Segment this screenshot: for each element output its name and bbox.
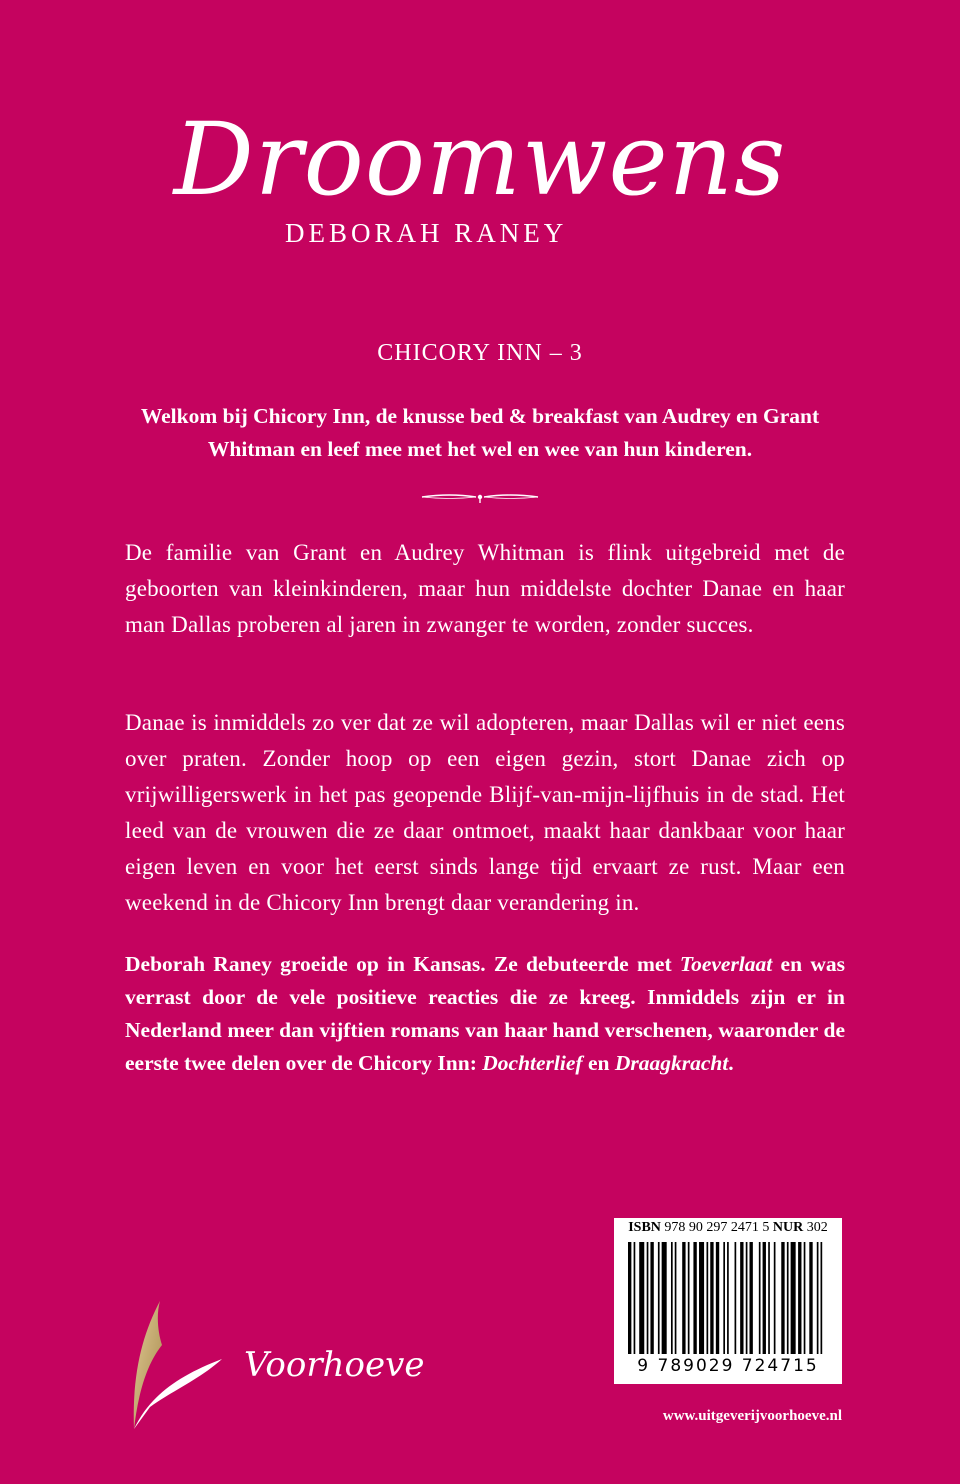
isbn-label: ISBN [628,1220,661,1235]
publisher-website: www.uitgeverijvoorhoeve.nl [662,1408,842,1424]
publisher-logo [120,1295,440,1435]
bio-book-title-2: Dochterlief [482,1051,583,1075]
quill-logo-icon [120,1295,230,1435]
blurb-paragraph-1: De familie van Grant en Audrey Whitman is flink uitgebreid met de geboorten van kleinkinderen, maar hun middelste dochter Danae en haar man Dallas proberen al jaren in zwanger te worden, zonder succes. [125,540,845,637]
nur-number: 302 [806,1220,828,1235]
book-title: Droomwens [173,101,787,218]
isbn-line [614,1220,842,1236]
bio-text-4: . [728,1051,734,1075]
series-label: CHICORY INN – 3 [377,340,583,366]
publisher-name: Voorhoeve [244,1345,425,1385]
author-name: DEBORAH RANEY [285,218,568,248]
ornament-divider-icon [420,490,540,504]
barcode-icon [628,1242,828,1358]
intro-text: Welkom bij Chicory Inn, de knusse bed & breakfast van Audrey en Grant Whitman en leef mee met het wel en wee van hun kinderen. [140,404,820,461]
author-bio [125,948,845,1080]
nur-label: NUR [772,1220,804,1235]
bio-book-title-3: Draagkracht [614,1051,729,1075]
bio-text-3: en [582,1051,615,1075]
bio-text-2: en was verrast door de vele positieve reacties die ze kreeg. Inmiddels zijn er in Nederland meer dan vijftien romans van haar hand verschenen, waaronder de eerste twee delen over de Chicory Inn: [125,952,845,1075]
isbn-number: 978 90 297 2471 5 [664,1220,770,1235]
isbn-barcode-box [614,1218,842,1384]
bio-text-1: Deborah Raney groeide op in Kansas. Ze debuteerde met [125,952,680,976]
bio-book-title-1: Toeverlaat [679,952,773,976]
blurb-paragraph-2: Danae is inmiddels zo ver dat ze wil adopteren, maar Dallas wil er niet eens over praten. Zonder hoop op een eigen gezin, stort Danae zich op vrijwilligerswerk in het pas geopende Blijf-van-mijn-lijfhuis in de stad. Het leed van de vrouwen die ze daar ontmoet, maakt haar dankbaar voor haar eigen leven en voor het eerst sinds lange tijd ervaart ze rust. Maar een weekend in de Chicory Inn brengt daar verandering in. [125,710,845,915]
ean-digits: 9 789029 724715 [637,1356,819,1376]
